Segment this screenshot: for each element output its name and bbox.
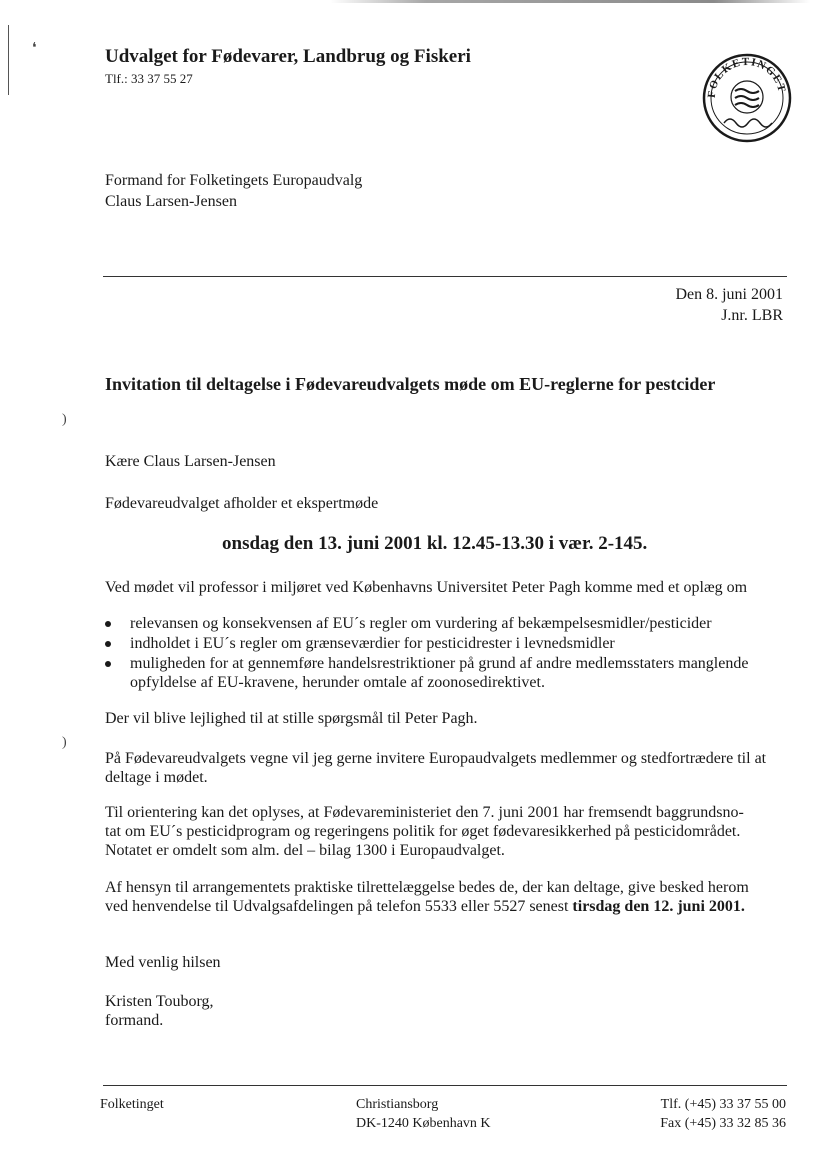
intro-paragraph: Fødevareudvalget afholder et ekspertmøde [105, 495, 379, 512]
letter-date: Den 8. juni 2001 [675, 286, 783, 303]
journal-number: J.nr. LBR [721, 307, 783, 324]
footer-phone: Tlf. (+45) 33 37 55 00 [660, 1097, 786, 1112]
seal-lettering: FOLKETINGET [705, 55, 788, 99]
questions-paragraph: Der vil blive lejlighed til at stille spørgsmål til Peter Pagh. [105, 710, 478, 727]
meeting-details: onsdag den 13. juni 2001 kl. 12.45-13.30 i vær. 2-145. [222, 533, 648, 554]
letterhead-phone: Tlf.: 33 37 55 27 [105, 71, 193, 86]
recipient-title: Formand for Folketingets Europaudvalg [105, 172, 363, 189]
rsvp-deadline: tirsdag den 12. juni 2001. [572, 898, 745, 915]
list-item-text: muligheden for at gennemføre handelsrestriktioner på grund af andre medlemsstaters manglende opfyldelse af EU-kravene, herunder omtale af zoonosedirektivet. [130, 655, 749, 691]
orientation-line: Notatet er omdelt som alm. del – bilag 1300 i Europaudvalget. [105, 842, 505, 859]
topic-list [105, 614, 795, 693]
scan-edge-line [8, 25, 9, 95]
list-item [105, 654, 785, 692]
scan-mark: ) [62, 735, 67, 750]
folketinget-seal-logo [702, 53, 792, 143]
footer-fax: Fax (+45) 33 32 85 36 [660, 1116, 786, 1131]
greeting: Kære Claus Larsen-Jensen [105, 453, 276, 470]
signature-block [105, 992, 785, 1030]
orientation-line: tat om EU´s pesticidprogram og regeringens politik for øget fødevaresikkerhed på pesticidområdet. [105, 823, 741, 840]
recipient-block [105, 170, 362, 212]
recipient-name: Claus Larsen-Jensen [105, 193, 237, 210]
footer-divider [103, 1085, 787, 1086]
rsvp-paragraph [105, 878, 805, 916]
scan-mark: ) [62, 412, 67, 427]
rsvp-line [105, 897, 805, 916]
footer-address [356, 1095, 491, 1133]
footer-address-line: Christiansborg [356, 1097, 439, 1112]
footer-address-line: DK-1240 København K [356, 1116, 491, 1131]
speaker-intro: Ved mødet vil professor i miljøret ved Københavns Universitet Peter Pagh komme med et oplæg om [105, 579, 748, 596]
list-item [105, 634, 795, 653]
rsvp-line: Af hensyn til arrangementets praktiske tilrettelæggelse bedes de, der kan deltage, give besked herom [105, 879, 749, 896]
footer-contact [660, 1095, 786, 1133]
invitation-paragraph: På Fødevareudvalgets vegne vil jeg gerne invitere Europaudvalgets medlemmer og stedfortrædere til at deltage i mødet. [105, 750, 767, 786]
date-block [675, 284, 783, 326]
footer-institution: Folketinget [100, 1097, 164, 1112]
orientation-paragraph [105, 803, 805, 860]
scan-artifact-top [330, 0, 810, 3]
letterhead-org-name: Udvalget for Fødevarer, Landbrug og Fiskeri [105, 46, 471, 67]
bullet-icon [105, 661, 111, 667]
closing: Med venlig hilsen [105, 954, 221, 971]
signatory-title: formand. [105, 1012, 164, 1029]
list-item-text: indholdet i EU´s regler om grænseværdier for pesticidrester i levnedsmidler [130, 635, 615, 652]
bullet-icon [105, 641, 111, 647]
scan-mark: ❛ [32, 41, 37, 56]
signatory-name: Kristen Touborg, [105, 993, 214, 1010]
orientation-line: Til orientering kan det oplyses, at Fødevareministeriet den 7. juni 2001 har fremsendt baggrundsno- [105, 804, 744, 821]
list-item [105, 614, 795, 633]
letter-subject: Invitation til deltagelse i Fødevareudvalgets møde om EU-reglerne for pestcider [105, 374, 716, 394]
header-divider [103, 276, 787, 277]
list-item-text: relevansen og konsekvensen af EU´s regler om vurdering af bekæmpelsesmidler/pesticider [130, 615, 712, 632]
bullet-icon [105, 621, 111, 627]
rsvp-text: ved henvendelse til Udvalgsafdelingen på telefon 5533 eller 5527 senest [105, 898, 573, 915]
